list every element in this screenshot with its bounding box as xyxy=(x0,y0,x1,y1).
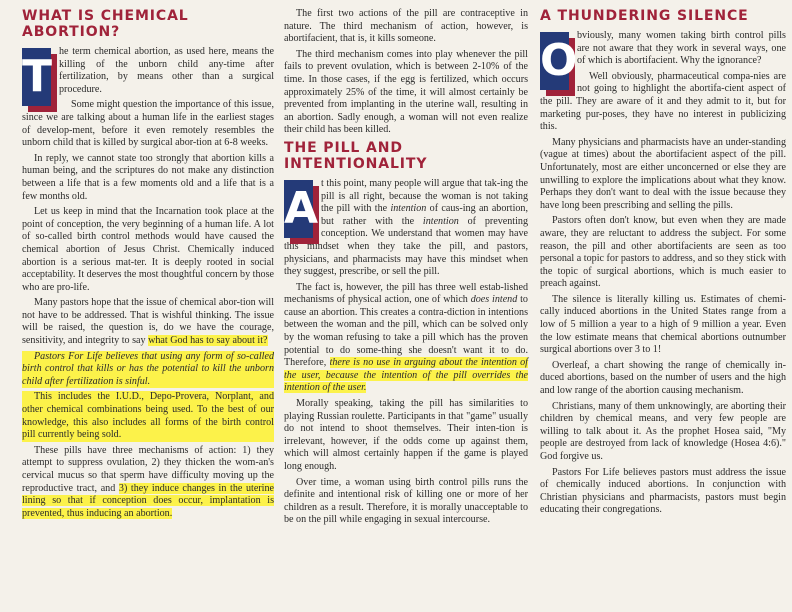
highlighted-text: what God has to say about it? xyxy=(148,335,268,347)
column-2 xyxy=(284,8,528,530)
paragraph: Morally speaking, taking the pill has similarities to playing Russian roulette. Participants in that "game" usually do not intend to shoot themselves. Their inten-tion is irrelevant, however, if the odds come up against them, which will almost certainly happen if the game is played long enough. xyxy=(284,398,528,472)
italic-text: does intend xyxy=(470,294,518,306)
paragraph: Many physicians and pharmacists have an under-standing (vague at times) about the abortifacient aspect of the pill. Unfortunately, most are either unconcerned or else they are unwilling to explore the implications about what they know. Perhaps they don't want to deal with the issue because they have long been prescribing and selling the pills. xyxy=(540,136,786,211)
paragraph xyxy=(22,297,274,347)
text: These pills have three mechanisms of action: 1) they attempt to suppress ovulation, 2) they thicken the wom-an's cervical mucus so that sperm have difficulty moving up the reproductive tract, and xyxy=(22,444,274,494)
dropcap-o: O xyxy=(540,32,569,90)
italic-text: intention xyxy=(390,203,427,215)
paragraph: The silence is literally killing us. Estimates of chemi-cally induced abortions in the United States range from a low of 5 million a year to a high of 9 million a year. Even the low estimate means that chemical abortions outnumber surgical abortions over 3 to 1! xyxy=(540,293,786,356)
column-1 xyxy=(22,8,274,523)
italic-text: intention xyxy=(422,215,459,227)
dropcap-t: T xyxy=(22,48,51,106)
text: Many pastors hope that the issue of chemical abor-tion will not have to be addressed. That is wishful thinking. The issue will be raised, the question is, do we have the courage, sensitivity, and integrity to say xyxy=(22,297,274,347)
paragraph: bviously, many women taking birth control pills are not aware that they work in several ways, one of which is abortifacient. Why the ignorance? xyxy=(577,30,786,67)
paragraph: Pastors often don't know, but even when they are made aware, they are reluctant to address the subject. For some reason, the pill and other abortifacients are seen as too personal a topic for pastors to address, and so they stick with the topic of surgical abortions, which is much easier to preach against. xyxy=(540,215,786,290)
paragraph: Over time, a woman using birth control pills runs the definite and intentional risk of killing one or more of her children as a result. Therefore, it is morally unacceptable to be on the pill while engaging in sexual intercourse. xyxy=(284,476,528,526)
heading-pill-and-intentionality: THE PILL AND INTENTIONALITY xyxy=(284,139,428,172)
highlighted-text: there is no use in arguing about the intention of the user, because the intention of the pill overrides the intention of the user. xyxy=(284,357,528,394)
paragraph: In reply, we cannot state too strongly that abortion kills a human being, and the scriptures do not make any distinction between a life that is a few moments old and a life that is a few months old. xyxy=(22,152,274,202)
column-3 xyxy=(540,8,786,520)
heading-what-is-chemical-abortion: WHAT IS CHEMICAL ABORTION? xyxy=(22,8,189,40)
paragraph xyxy=(284,282,528,395)
paragraph: Well obviously, pharmaceutical compa-nies are not going to highlight the abortifa-cient aspect of the pill. They are aware of it and they admit to it, but for marketing pur-poses, they have no interest in publicizing this. xyxy=(540,70,786,133)
paragraph: The first two actions of the pill are contraceptive in nature. The third mechanism of action, however, is abortifacient, that is, it kills someone. xyxy=(284,8,528,45)
paragraph xyxy=(22,445,274,521)
text: of preventing conception. We understand that women may have this mindset when they take the pill, and pastors, physicians, and pharmacists may have this mindset when they suggest, prescribe, or sell the pill. xyxy=(284,215,528,278)
text: t this point, many people will argue that tak-ing the pill is all right, because the woman is not taking the pill with the xyxy=(321,177,528,215)
paragraph: The third mechanism comes into play whenever the pill fails to prevent ovulation, which is between 2-10% of the time. In those cases, if the egg is fertilized, which occurs approximately 25% of the time, it will almost certainly be prevented from implanting in the uterine wall, resulting in an abortion. Sadly enough, a woman will not even realize their child has been killed. xyxy=(284,48,528,136)
highlighted-text: 3) they induce changes in the uterine lining so that if conception does occur, implantation is prevented, thus inducing an abortion. xyxy=(22,482,274,519)
highlighted-statement: Pastors For Life believes that using any form of so-called birth control that kills or has the potential to kill the unborn child after fertilization is sinful. xyxy=(22,350,274,387)
dropcap-a: A xyxy=(284,180,313,238)
heading-a-thundering-silence: A THUNDERING SILENCE xyxy=(540,8,749,24)
paragraph: Christians, many of them unknowingly, are aborting their children by chemical means, and very few people are willing to talk about it. As the prophet Hosea said, "My people are destroyed from lack of knowledge (Hosea 4:6)." God forgive us. xyxy=(540,400,786,462)
paragraph: Pastors For Life believes pastors must address the issue of chemically induced abortions. In conjunction with Christian physicians and pharmacists, pastors must begin educating their congregations. xyxy=(540,466,786,516)
paragraph xyxy=(284,178,528,279)
text: to cause an abortion. This creates a contra-diction in intentions between the woman and the pill, which can be solved only by the woman refusing to take a pill which has the proven potential to do some-thing she doesn't want it to do. Therefore, xyxy=(284,294,528,369)
paragraph: Let us keep in mind that the Incarnation took place at the point of conception, the very beginning of a human life. A lot of so-called birth control methods would have caused the chemical abortion of Jesus Christ. Chemically induced abortion is a serious mat-ter. It is deeply rooted in social acceptability. It deserves the most thoughtful concern by those who are pro-life. xyxy=(22,206,274,293)
paragraph: Some might question the importance of this issue, since we are talking about a human life in the earliest stages of develop-ment, before it even remotely resembles the unborn child that is killed by surgical abor-tion at 6-8 weeks. xyxy=(22,99,274,149)
paragraph: Overleaf, a chart showing the range of chemically in-duced abortions, based on the number of users and the high and low range of the abortion causing mechanism. xyxy=(540,359,786,397)
text: The fact is, however, the pill has three well estab-lished mechanisms of physical action, one of which xyxy=(284,281,528,306)
paragraph: he term chemical abortion, as used here, means the killing of the unborn child any-time after fertilization, by means other than a surgical procedure. xyxy=(59,46,274,95)
highlighted-paragraph: This includes the I.U.D., Depo-Provera, Norplant, and other chemical combinations being used. To the best of our knowledge, this also includes all forms of the birth control pill currently being sold. xyxy=(22,391,274,441)
text: of caus-ing an abortion, but rather with the xyxy=(321,203,528,227)
